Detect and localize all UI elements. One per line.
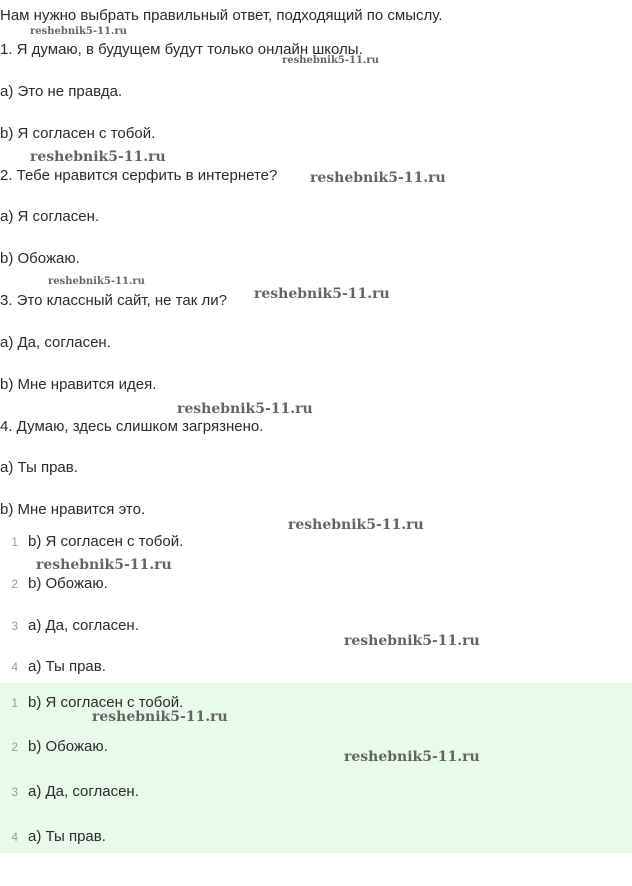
- answer-text: b) Я согласен с тобой.: [28, 694, 184, 711]
- answer-number: 1: [11, 696, 18, 710]
- watermark: reshebnik5-11.ru: [92, 709, 228, 725]
- watermark: reshebnik5-11.ru: [344, 633, 480, 649]
- answer-number: 2: [11, 577, 18, 591]
- question-4: 4. Думаю, здесь слишком загрязнено.: [0, 418, 264, 435]
- watermark: reshebnik5-11.ru: [30, 26, 127, 37]
- answer-number: 3: [11, 619, 18, 633]
- question-4-option-a: a) Ты прав.: [0, 459, 78, 476]
- watermark: reshebnik5-11.ru: [282, 55, 379, 66]
- watermark: reshebnik5-11.ru: [48, 276, 145, 287]
- watermark: reshebnik5-11.ru: [288, 517, 424, 533]
- watermark: reshebnik5-11.ru: [344, 749, 480, 765]
- final-answer-item-4: [0, 827, 106, 847]
- answer-number: 2: [11, 740, 18, 754]
- answer-text: b) Обожаю.: [28, 575, 108, 592]
- question-2-option-a: a) Я согласен.: [0, 208, 100, 225]
- question-3: 3. Это классный сайт, не так ли?: [0, 292, 227, 309]
- intro-text: Нам нужно выбрать правильный ответ, подходящий по смыслу.: [0, 7, 443, 24]
- watermark: reshebnik5-11.ru: [30, 149, 166, 165]
- answer-number: 4: [11, 660, 18, 674]
- answer-number: 1: [11, 535, 18, 549]
- answer-text: b) Обожаю.: [28, 738, 108, 755]
- answer-text: a) Ты прав.: [28, 658, 106, 675]
- question-4-option-b: b) Мне нравится это.: [0, 501, 146, 518]
- answer-text: a) Да, согласен.: [28, 617, 139, 634]
- answer-number: 4: [11, 830, 18, 844]
- answer-item-1: [0, 532, 183, 552]
- answer-text: a) Ты прав.: [28, 828, 106, 845]
- question-2-option-b: b) Обожаю.: [0, 250, 80, 267]
- answer-item-3: [0, 616, 139, 636]
- answer-text: a) Да, согласен.: [28, 783, 139, 800]
- watermark: reshebnik5-11.ru: [177, 401, 313, 417]
- question-1: 1. Я думаю, в будущем будут только онлайн школы.: [0, 41, 363, 58]
- answer-item-2: [0, 574, 108, 594]
- question-3-option-b: b) Мне нравится идея.: [0, 376, 157, 393]
- question-3-option-a: a) Да, согласен.: [0, 334, 111, 351]
- watermark: reshebnik5-11.ru: [36, 557, 172, 573]
- answer-number: 3: [11, 785, 18, 799]
- watermark: reshebnik5-11.ru: [254, 286, 390, 302]
- answer-item-4: [0, 657, 106, 677]
- final-answer-item-3: [0, 782, 139, 802]
- question-1-option-b: b) Я согласен с тобой.: [0, 125, 156, 142]
- watermark: reshebnik5-11.ru: [310, 170, 446, 186]
- question-1-option-a: a) Это не правда.: [0, 83, 123, 100]
- answer-text: b) Я согласен с тобой.: [28, 533, 184, 550]
- final-answer-item-2: [0, 737, 108, 757]
- question-2: 2. Тебе нравится серфить в интернете?: [0, 167, 278, 184]
